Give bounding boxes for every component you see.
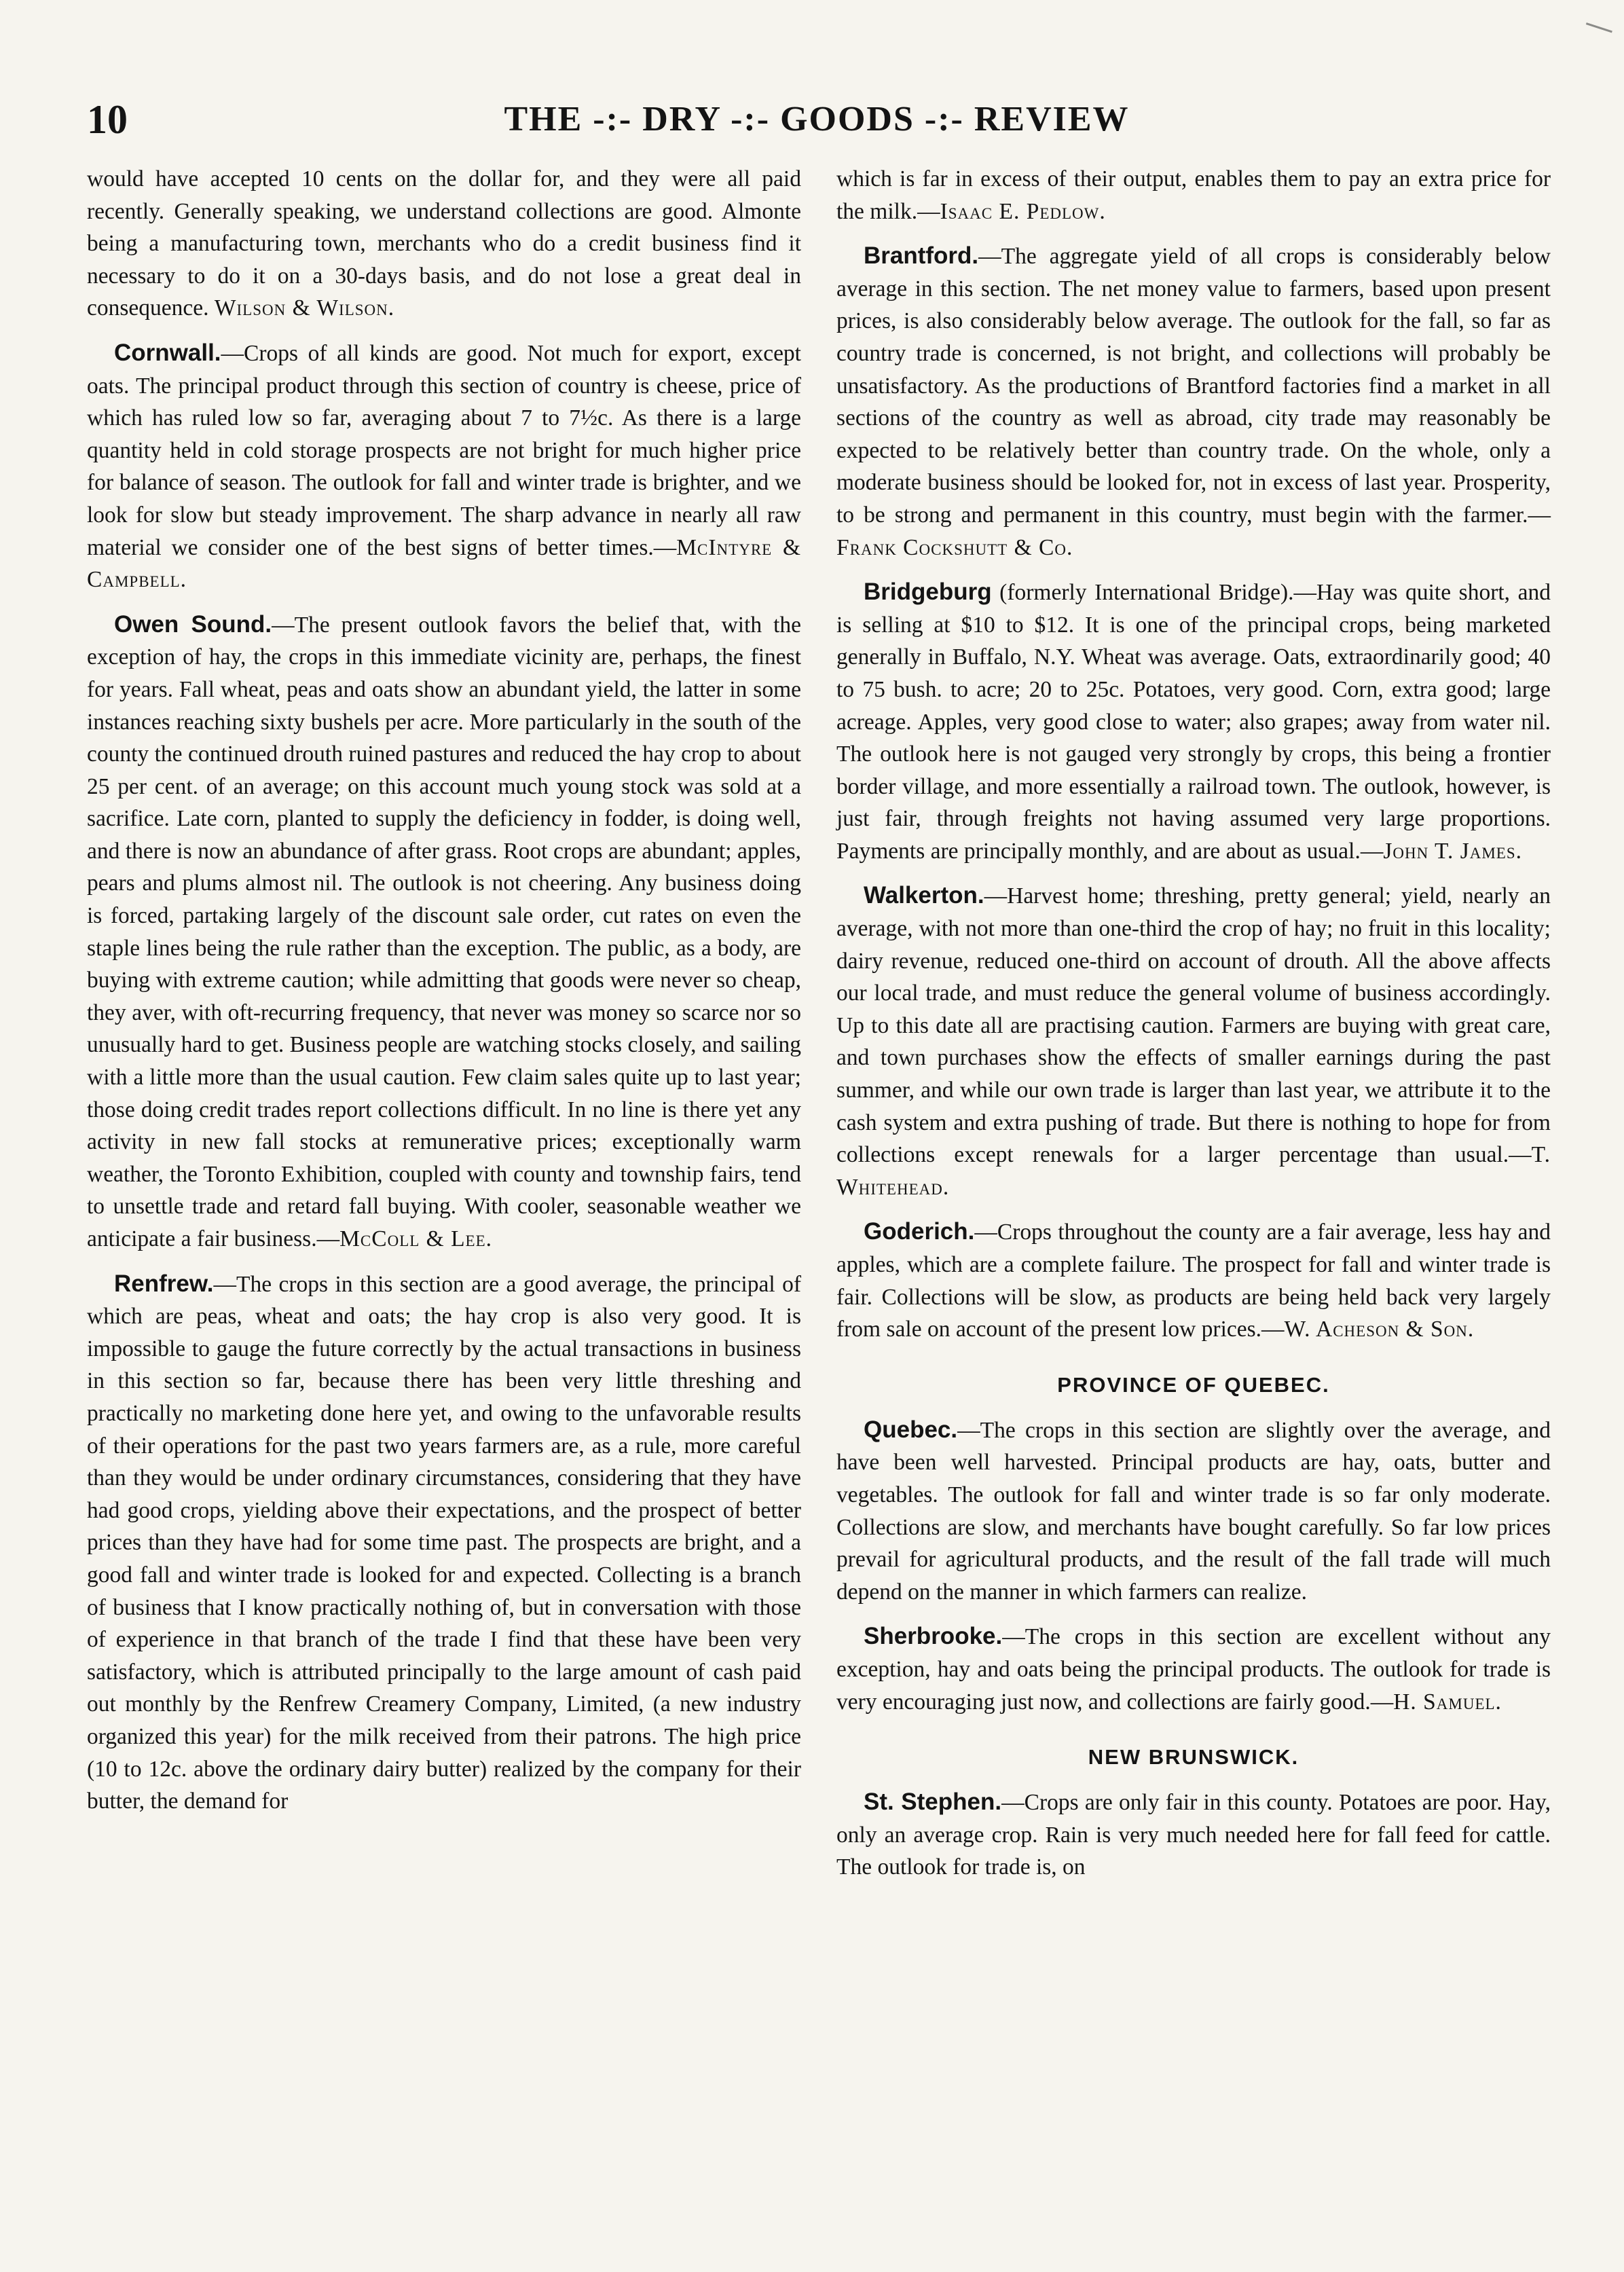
place-name: Walkerton. [864, 882, 984, 909]
signature: Frank Cockshutt & Co. [836, 534, 1073, 560]
signature: H. Samuel. [1393, 1689, 1502, 1715]
left-column [87, 163, 801, 1818]
report-walkerton [836, 879, 1551, 1203]
paragraph-text: —The crops in this section are excellent without any exception, hay and oats being the principal products. The outlook for trade is very encouraging just now, and collections are fairly good.— [836, 1624, 1551, 1715]
signature: McIntyre & Campbell. [87, 534, 801, 593]
continued-paragraph [836, 163, 1551, 227]
place-name: Cornwall. [114, 339, 221, 366]
signature: Isaac E. Pedlow. [940, 198, 1106, 224]
paragraph-text: (formerly International Bridge).—Hay was quite short, and is selling at $10 to $12. It is one of the principal crops, being marketed generally in Buffalo, N.Y. Wheat was average. Oats, extraordinarily good; 40 to 75 bush. to acre; 20 to 25c. Potatoes, very good. Corn, extra good; large acreage. Apples, very good close to water; also grapes; away from water nil. The outlook here is not gauged very strongly by crops, this being a frontier border village, and more essentially a railroad town. The outlook, however, is just fair, through freights not having assumed very large proportions. Payments are principally monthly, and are about as usual.— [836, 580, 1551, 864]
paragraph-text: would have accepted 10 cents on the dollar for, and they were all paid recently. Generally speaking, we understand collections are good. Almonte being a manufacturing town, merchants who do a credit business find it necessary to do it on a 30-days basis, and do not lose a great deal in consequence. [87, 166, 801, 321]
paragraph-text: —The present outlook favors the belief that, with the exception of hay, the crops in this immediate vicinity are, perhaps, the finest for years. Fall wheat, peas and oats show an abundant yield, the latter in some instances reaching sixty bushels per acre. More particularly in the south of the county the continued drouth ruined pastures and reduced the hay crop to about 25 per cent. of an average; on this account much young stock was sold at a sacrifice. Late corn, planted to supply the deficiency in fodder, is doing well, and there is now an abundance of after grass. Root crops are abundant; apples, pears and plums almost nil. The outlook is not cheering. Any business doing is forced, partaking largely of the discount sale order, cut rates on even the staple lines being the rule rather than the exception. The public, as a body, are buying with extreme caution; while admitting that goods were never so cheap, they aver, with oft-recurring frequency, that never was money so scarce nor so unusually hard to get. Business people are watching stocks closely, and sailing with a little more than the usual caution. Few claim sales quite up to last year; those doing credit trades report collections difficult. In no line is there yet any activity in new fall stocks at remunerative prices; exceptionally warm weather, the Toronto Exhibition, coupled with county and township fairs, tend to unsettle trade and retard fall buying. With cooler, seasonable weather we anticipate a fair business.— [87, 612, 801, 1251]
paragraph-text: —The aggregate yield of all crops is considerably below average in this section. The net money value to farmers, based upon present prices, is also considerably below average. The outlook for the fall, so far as country trade is concerned, is not bright, and collections will probably be unsatisfactory. As the productions of Brantford factories find a market in all sections of the country as well as abroad, city trade may reasonably be expected to be relatively better than country trade. On the whole, only a moderate business should be looked for, not in excess of last year. Prosperity, to be strong and permanent in this country, must begin with the farmer.— [836, 244, 1551, 528]
report-goderich [836, 1215, 1551, 1345]
place-name: Renfrew. [114, 1270, 214, 1297]
page-header [87, 92, 1547, 147]
report-quebec [836, 1414, 1551, 1609]
report-cornwall [87, 337, 801, 596]
place-name: Owen Sound. [114, 610, 272, 638]
paragraph-text: —The crops in this section are a good average, the principal of which are peas, wheat and oats; the hay crop is also very good. It is impossible to gauge the future correctly by the actual transactions in business in this section so far, because there has been very little threshing and practically no marketing done here yet, and owing to the unfavorable results of their operations for the past two years farmers are, as a rule, more careful than they would be under ordinary circumstances, considering that they have had good crops, yielding above their expectations, and the prospect of better prices than they have had for some time past. The prospects are bright, and a good fall and winter trade is looked for and expected. Collecting is a branch of business that I know practically nothing of, but in conversation with those of experience in that branch of the trade I find that these have been very satisfactory, which is attributed principally to the large amount of cash paid out monthly by the Renfrew Creamery Company, Limited, (a new industry organized this year) for the milk received from their patrons. The high price (10 to 12c. above the ordinary dairy butter) realized by the company for their butter, the demand for [87, 1271, 801, 1814]
publication-title: THE -:- DRY -:- GOODS -:- REVIEW [504, 100, 1130, 139]
report-st-stephen [836, 1786, 1551, 1884]
report-brantford [836, 240, 1551, 564]
paragraph-text: —Crops are only fair in this county. Potatoes are poor. Hay, only an average crop. Rain is very much needed here for fall feed for cattle. The outlook for trade is, on [836, 1790, 1551, 1880]
paragraph-text: —The crops in this section are slightly over the average, and have been well harvested. Principal products are hay, oats, butter and vegetables. The outlook for fall and winter trade is so far only moderate. Collections are slow, and merchants have bought carefully. So far low prices prevail for agricultural products, and the result of the fall trade will much depend on the manner in which farmers can realize. [836, 1417, 1551, 1605]
signature: McColl & Lee. [339, 1226, 493, 1251]
place-name: Goderich. [864, 1218, 975, 1245]
place-name: Brantford. [864, 242, 979, 270]
report-bridgeburg [836, 576, 1551, 867]
paragraph-text: —Crops of all kinds are good. Not much for export, except oats. The principal product through this section of country is cheese, price of which has ruled low so far, averaging about 7 to 7½c. As there is a large quantity held in cold storage prospects are not bright for much higher price for balance of season. The outlook for fall and winter trade is brighter, and we look for slow but steady improvement. The sharp advance in nearly all raw material we consider one of the best signs of better times.— [87, 340, 801, 560]
continued-paragraph [87, 163, 801, 325]
report-renfrew [87, 1268, 801, 1818]
section-heading-quebec: PROVINCE OF QUEBEC. [1057, 1372, 1330, 1397]
paragraph-text: —Harvest home; threshing, pretty general; yield, nearly an average, with not more than one-third the crop of hay; no fruit in this locality; dairy revenue, reduced one-third on account of drouth. All the above affects our local trade, and must reduce the general volume of business accordingly. Up to this date all are practising caution. Farmers are buying with great care, and town purchases show the effects of smaller earnings during the past summer, and while our own trade is larger than last year, we attribute it to the cash system and extra pushing of trade. But there is nothing to hope for from collections except renewals for a larger percentage than usual.— [836, 883, 1551, 1168]
signature: T. Whitehead. [836, 1142, 1551, 1200]
section-heading-new-brunswick: NEW BRUNSWICK. [1088, 1745, 1299, 1770]
signature: W. Acheson & Son. [1284, 1317, 1475, 1342]
right-column [836, 163, 1551, 1884]
place-name: Quebec. [864, 1416, 958, 1443]
place-name: St. Stephen. [864, 1789, 1002, 1816]
page-corner-fold [1586, 3, 1619, 33]
report-sherbrooke [836, 1620, 1551, 1718]
paragraph-text: —Crops throughout the county are a fair average, less hay and apples, which are a complete failure. The prospect for fall and winter trade is fair. Collections will be slow, as products are being held back very largely from sale on account of the present low prices.— [836, 1220, 1551, 1342]
paragraph-text: which is far in excess of their output, enables them to pay an extra price for the milk.— [836, 166, 1551, 224]
page-number: 10 [87, 97, 128, 142]
place-name: Bridgeburg [864, 579, 992, 606]
report-owen-sound [87, 608, 801, 1256]
place-name: Sherbrooke. [864, 1623, 1003, 1650]
signature: John T. James. [1383, 838, 1523, 864]
signature: Wilson & Wilson. [214, 295, 395, 321]
